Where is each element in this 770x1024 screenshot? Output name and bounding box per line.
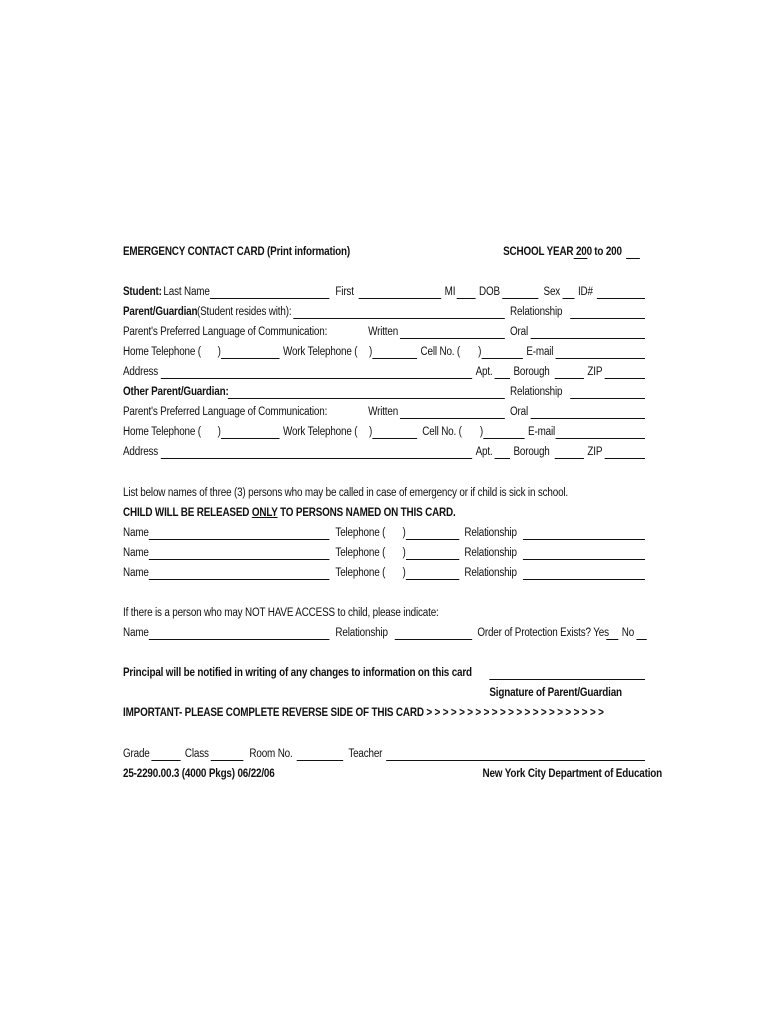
paren-close: ) bbox=[217, 426, 221, 438]
emergency-instruction-row bbox=[123, 484, 574, 502]
telephone-label: Telephone ( bbox=[335, 547, 386, 559]
release-notice-pre: CHILD WILL BE RELEASED bbox=[123, 507, 252, 519]
parent-name-field[interactable] bbox=[293, 306, 505, 319]
telephone-label: Telephone ( bbox=[335, 567, 386, 579]
other-parent-written-field[interactable] bbox=[400, 406, 505, 419]
no-access-row bbox=[123, 624, 635, 642]
student-mi-field[interactable] bbox=[457, 286, 476, 299]
parent-address-row bbox=[123, 363, 603, 381]
email-label: E-mail bbox=[528, 426, 556, 438]
order-yes-field[interactable] bbox=[606, 627, 618, 640]
student-sex-field[interactable] bbox=[562, 286, 574, 299]
home-telephone-label: Home Telephone ( bbox=[123, 426, 201, 438]
student-last-name-field[interactable] bbox=[210, 286, 330, 299]
id-label: ID# bbox=[577, 286, 593, 298]
cell-label: Cell No. ( bbox=[420, 346, 461, 358]
name-label: Name bbox=[123, 627, 149, 639]
cell-label: Cell No. ( bbox=[422, 426, 462, 438]
borough-label: Borough bbox=[513, 446, 550, 458]
emergency-relationship-field[interactable] bbox=[523, 527, 645, 540]
form-number: 25-2290.00.3 (4000 Pkgs) 06/22/06 bbox=[123, 768, 275, 780]
no-access-instruction-row bbox=[123, 604, 574, 622]
signature-label: Signature of Parent/Guardian bbox=[489, 687, 622, 699]
school-year-end-field[interactable] bbox=[626, 246, 640, 259]
principal-row bbox=[123, 664, 574, 682]
title-row bbox=[123, 243, 622, 261]
emergency-relationship-field[interactable] bbox=[523, 547, 645, 560]
parent-zip-field[interactable] bbox=[605, 366, 645, 379]
school-year-to-label: to 200 bbox=[594, 246, 622, 258]
emergency-telephone-field[interactable] bbox=[406, 547, 459, 560]
parent-label: Parent/Guardian bbox=[123, 306, 198, 318]
school-year-start-field[interactable] bbox=[574, 246, 588, 259]
important-row bbox=[123, 704, 604, 722]
student-dob-field[interactable] bbox=[502, 286, 538, 299]
other-parent-relationship-field[interactable] bbox=[570, 386, 645, 399]
paren-close: ) bbox=[368, 426, 373, 438]
department-name: New York City Department of Education bbox=[482, 768, 663, 780]
emergency-name-field[interactable] bbox=[149, 567, 330, 580]
written-label: Written bbox=[368, 326, 399, 338]
work-telephone-label: Work Telephone ( bbox=[282, 346, 358, 358]
other-parent-name-field[interactable] bbox=[228, 386, 505, 399]
mi-label: MI bbox=[444, 286, 456, 298]
paren-close: ) bbox=[402, 567, 406, 579]
other-parent-home-telephone-field[interactable] bbox=[221, 426, 279, 439]
parent-work-telephone-field[interactable] bbox=[372, 346, 417, 359]
order-of-protection-label: Order of Protection Exists? Yes bbox=[477, 627, 609, 639]
no-access-relationship-field[interactable] bbox=[395, 627, 472, 640]
order-no-label: No bbox=[621, 627, 635, 639]
last-name-label: Last Name bbox=[163, 286, 210, 298]
class-label: Class bbox=[184, 748, 209, 760]
signature-label-row bbox=[123, 684, 622, 702]
relationship-label: Relationship bbox=[510, 386, 563, 398]
relationship-label: Relationship bbox=[464, 547, 517, 559]
oral-label: Oral bbox=[510, 326, 529, 338]
release-notice-only: ONLY bbox=[251, 507, 278, 519]
other-parent-work-telephone-field[interactable] bbox=[372, 426, 417, 439]
parent-signature-field[interactable] bbox=[489, 667, 645, 680]
zip-label: ZIP bbox=[587, 446, 603, 458]
emergency-name-field[interactable] bbox=[149, 527, 330, 540]
telephone-label: Telephone ( bbox=[335, 527, 386, 539]
student-id-field[interactable] bbox=[597, 286, 645, 299]
relationship-label: Relationship bbox=[335, 627, 388, 639]
paren-close: ) bbox=[478, 346, 482, 358]
home-telephone-label: Home Telephone ( bbox=[123, 346, 201, 358]
written-label: Written bbox=[368, 406, 399, 418]
emergency-contact-row bbox=[123, 524, 574, 542]
parent-row bbox=[123, 303, 574, 321]
other-parent-label: Other Parent/Guardian: bbox=[123, 386, 229, 398]
student-label: Student: bbox=[123, 286, 162, 298]
parent-oral-field[interactable] bbox=[531, 326, 645, 339]
release-notice bbox=[123, 504, 456, 522]
parent-borough-field[interactable] bbox=[555, 366, 584, 379]
teacher-label: Teacher bbox=[348, 748, 383, 760]
other-parent-telephone-row bbox=[123, 423, 574, 441]
parent-home-telephone-field[interactable] bbox=[221, 346, 279, 359]
no-access-instruction: If there is a person who may NOT HAVE ACCESS to child, please indicate: bbox=[123, 607, 439, 619]
other-parent-zip-field[interactable] bbox=[605, 446, 645, 459]
borough-label: Borough bbox=[513, 366, 550, 378]
parent-written-field[interactable] bbox=[400, 326, 505, 339]
paren-close: ) bbox=[402, 547, 406, 559]
other-parent-borough-field[interactable] bbox=[555, 446, 584, 459]
other-parent-language-row bbox=[123, 403, 574, 421]
resides-label: (Student resides with): bbox=[196, 306, 292, 318]
dob-label: DOB bbox=[479, 286, 500, 298]
relationship-label: Relationship bbox=[510, 306, 563, 318]
grade-row bbox=[123, 745, 574, 763]
grade-label: Grade bbox=[123, 748, 150, 760]
emergency-telephone-field[interactable] bbox=[406, 567, 459, 580]
no-access-name-field[interactable] bbox=[149, 627, 330, 640]
parent-telephone-row bbox=[123, 343, 574, 361]
emergency-relationship-field[interactable] bbox=[523, 567, 645, 580]
student-row bbox=[123, 283, 593, 301]
relationship-label: Relationship bbox=[464, 567, 517, 579]
language-label: Parent's Preferred Language of Communication: bbox=[123, 406, 328, 418]
sex-label: Sex bbox=[543, 286, 561, 298]
relationship-label: Relationship bbox=[464, 527, 517, 539]
apt-label: Apt. bbox=[475, 446, 493, 458]
parent-address-field[interactable] bbox=[161, 366, 472, 379]
release-notice-row bbox=[123, 504, 574, 522]
emergency-instruction: List below names of three (3) persons who may be called in case of emergency or if child is sick in school. bbox=[123, 487, 568, 499]
address-label: Address bbox=[123, 366, 159, 378]
important-notice: IMPORTANT- PLEASE COMPLETE REVERSE SIDE OF THIS CARD > > > > > > > > > > > > > > > > > > > > > > bbox=[123, 707, 604, 719]
address-label: Address bbox=[123, 446, 159, 458]
paren-close: ) bbox=[217, 346, 221, 358]
emergency-contact-row bbox=[123, 564, 574, 582]
parent-relationship-field[interactable] bbox=[570, 306, 645, 319]
room-field[interactable] bbox=[297, 748, 343, 761]
other-parent-address-field[interactable] bbox=[161, 446, 472, 459]
email-label: E-mail bbox=[526, 346, 554, 358]
other-parent-email-field[interactable] bbox=[556, 426, 645, 439]
parent-apt-field[interactable] bbox=[495, 366, 510, 379]
other-parent-apt-field[interactable] bbox=[495, 446, 510, 459]
footer-row bbox=[123, 765, 663, 783]
school-year-label: SCHOOL YEAR 200 bbox=[503, 246, 592, 258]
class-field[interactable] bbox=[211, 748, 244, 761]
name-label: Name bbox=[123, 527, 149, 539]
parent-cell-field[interactable] bbox=[482, 346, 523, 359]
emergency-name-field[interactable] bbox=[149, 547, 330, 560]
grade-field[interactable] bbox=[151, 748, 180, 761]
emergency-contact-row bbox=[123, 544, 574, 562]
other-parent-row bbox=[123, 383, 574, 401]
other-parent-oral-field[interactable] bbox=[531, 406, 645, 419]
other-parent-address-row bbox=[123, 443, 603, 461]
first-name-label: First bbox=[335, 286, 354, 298]
card-title: EMERGENCY CONTACT CARD (Print information) bbox=[123, 246, 351, 258]
parent-email-field[interactable] bbox=[556, 346, 645, 359]
apt-label: Apt. bbox=[475, 366, 493, 378]
language-label: Parent's Preferred Language of Communication: bbox=[123, 326, 328, 338]
name-label: Name bbox=[123, 547, 149, 559]
room-label: Room No. bbox=[249, 748, 293, 760]
emergency-telephone-field[interactable] bbox=[406, 527, 459, 540]
name-label: Name bbox=[123, 567, 149, 579]
zip-label: ZIP bbox=[587, 366, 603, 378]
oral-label: Oral bbox=[510, 406, 529, 418]
student-first-name-field[interactable] bbox=[359, 286, 442, 299]
other-parent-cell-field[interactable] bbox=[483, 426, 524, 439]
parent-language-row bbox=[123, 323, 574, 341]
order-no-field[interactable] bbox=[636, 627, 646, 640]
paren-close: ) bbox=[402, 527, 406, 539]
paren-close: ) bbox=[368, 346, 373, 358]
principal-notice: Principal will be notified in writing of any changes to information on this card bbox=[123, 667, 472, 679]
teacher-field[interactable] bbox=[386, 748, 645, 761]
work-telephone-label: Work Telephone ( bbox=[282, 426, 358, 438]
paren-close: ) bbox=[479, 426, 484, 438]
release-notice-post: TO PERSONS NAMED ON THIS CARD. bbox=[277, 507, 456, 519]
